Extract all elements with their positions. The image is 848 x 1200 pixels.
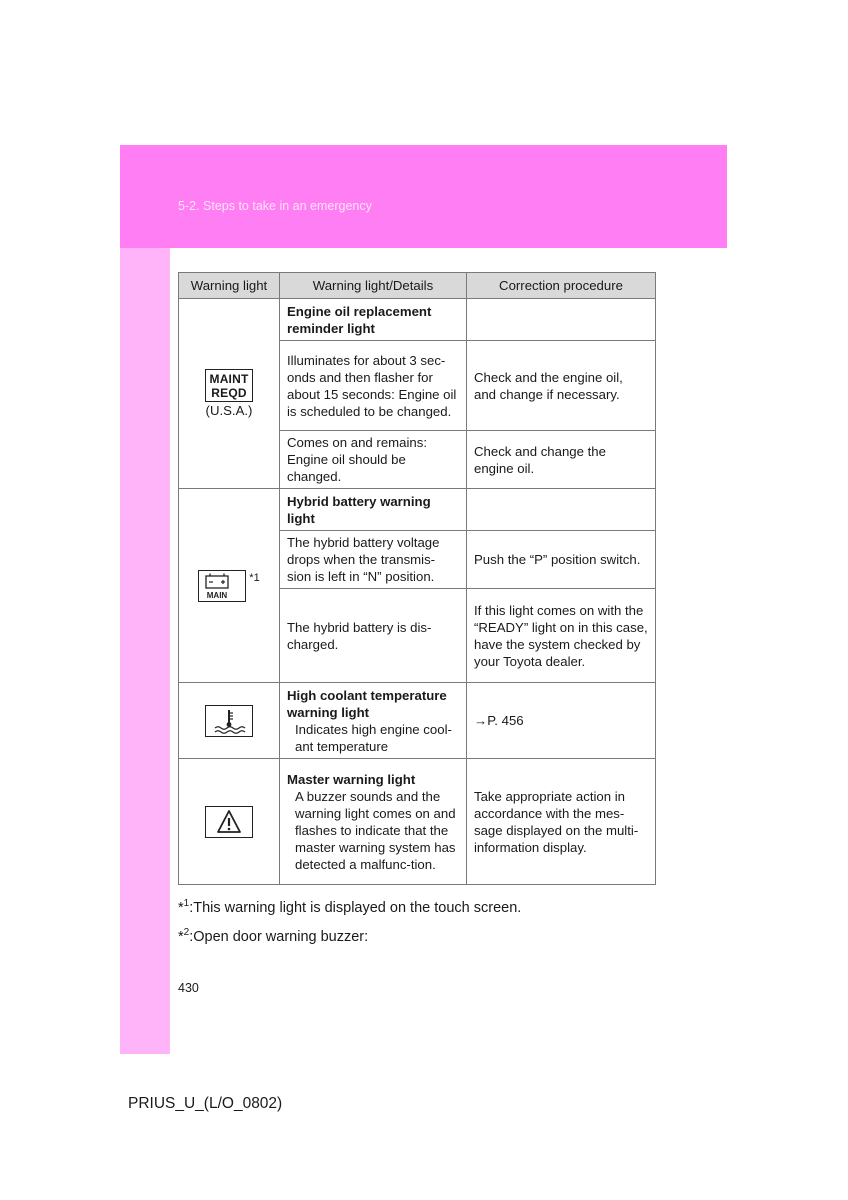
table-row xyxy=(179,759,656,885)
procedure-cell: Check and change the engine oil. xyxy=(467,431,656,489)
warning-light-cell xyxy=(179,489,280,683)
procedure-cell: →P. 456 xyxy=(467,683,656,759)
detail-cell: Illuminates for about 3 sec-onds and then flasher for about 15 seconds: Engine oil is scheduled to be changed. xyxy=(280,341,467,431)
table-row xyxy=(179,683,656,759)
maint-reqd-icon: MAINT REQD xyxy=(205,369,253,402)
detail-cell xyxy=(280,759,467,885)
light-description: A buzzer sounds and the warning light comes on and flashes to indicate that the master warning system has detected a malfunc-tion. xyxy=(295,788,456,872)
procedure-cell: If this light comes on with the “READY” light on in this case, have the system checked by your Toyota dealer. xyxy=(467,589,656,683)
column-header: Correction procedure xyxy=(467,273,656,299)
light-title: Engine oil replacement reminder light xyxy=(280,299,467,341)
warning-light-cell xyxy=(179,299,280,489)
footnote-marker: *1 xyxy=(249,571,260,584)
footnote-1: *$^1$:This warning light is displayed on the touch screen. xyxy=(178,898,522,916)
table-row xyxy=(179,299,656,341)
battery-icon-label: MAIN xyxy=(207,590,228,600)
page-number: 430 xyxy=(178,981,199,995)
region-label: (U.S.A.) xyxy=(205,402,253,418)
warning-light-cell xyxy=(179,683,280,759)
detail-cell: The hybrid battery is dis-charged. xyxy=(280,589,467,683)
table-row xyxy=(179,489,656,531)
hybrid-battery-icon xyxy=(198,570,246,602)
master-warning-icon xyxy=(205,806,253,838)
light-title: Hybrid battery warning light xyxy=(280,489,467,531)
detail-cell: Comes on and remains: Engine oil should be changed. xyxy=(280,431,467,489)
procedure-cell: Push the “P” position switch. xyxy=(467,531,656,589)
procedure-cell: Take appropriate action in accordance with the mes-sage displayed on the multi-information display. xyxy=(467,759,656,885)
light-description: Indicates high engine cool-ant temperature xyxy=(295,721,452,754)
detail-cell: The hybrid battery voltage drops when the transmis-sion is left in “N” position. xyxy=(280,531,467,589)
table-header-row xyxy=(179,273,656,299)
thermometer-icon xyxy=(206,706,252,736)
warning-light-cell xyxy=(179,759,280,885)
section-title: 5-2. Steps to take in an emergency xyxy=(178,199,372,213)
document-code: PRIUS_U_(L/O_0802) xyxy=(128,1095,283,1112)
light-title: Master warning light xyxy=(287,771,416,787)
battery-icon xyxy=(199,571,245,601)
warning-light-table xyxy=(178,272,656,885)
procedure-cell: Check and the engine oil, and change if necessary. xyxy=(467,341,656,431)
empty-cell xyxy=(467,489,656,531)
side-tab-band xyxy=(120,248,170,1054)
column-header: Warning light/Details xyxy=(280,273,467,299)
column-header: Warning light xyxy=(179,273,280,299)
light-title: High coolant temperature warning light xyxy=(287,687,447,720)
warning-triangle-icon xyxy=(206,807,252,837)
detail-cell xyxy=(280,683,467,759)
empty-cell xyxy=(467,299,656,341)
section-header-band xyxy=(120,145,727,248)
coolant-temperature-icon xyxy=(205,705,253,737)
footnote-2: *$^2$:Open door warning buzzer: xyxy=(178,927,369,945)
